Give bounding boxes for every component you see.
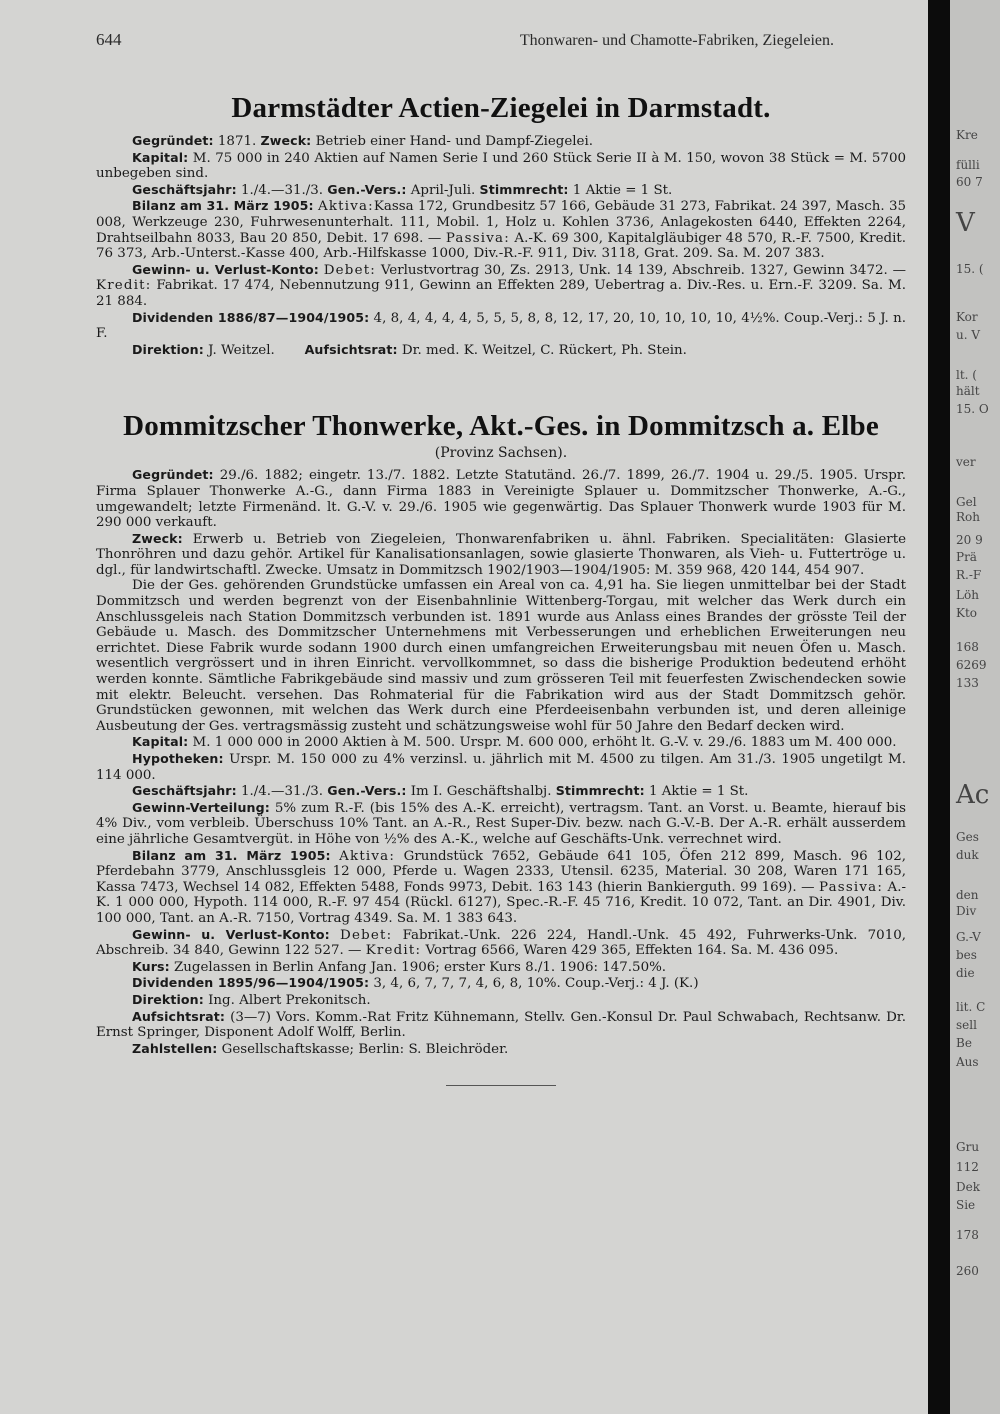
adjacent-fragment: Div: [956, 904, 977, 918]
adjacent-fragment: bes: [956, 948, 977, 962]
adjacent-fragment: duk: [956, 848, 979, 862]
entry2-mortgages: Hypotheken: Urspr. M. 150 000 zu 4% verzinsl. u. jährlich mit M. 4500 zu tilgen. Am 31./3. 1905 ungetilgt M. 114 000.: [96, 751, 906, 783]
entry-dommitzscher: [96, 467, 906, 1057]
adjacent-fragment: Sie: [956, 1198, 976, 1212]
entry2-description: Die der Ges. gehörenden Grundstücke umfassen ein Areal von ca. 4,91 ha. Sie liegen unmittelbar bei der Stadt Dommitzsch und werden begrenzt von der Eisenbahnlinie Wittenberg-Torgau, mit welcher das Werk durch ein Anschlussgeleis nach Station Dommitzsch verbunden ist. 1891 wurde aus Anlass eines Brandes der grösste Teil der Gebäude u. Masch. des Dommitzscher Unternehmens mit Verbesserungen und erheblichen Erweiterungen neu errichtet. Diese Fabrik wurde sodann 1900 durch einen umfangreichen Erweiterungsbau mit neuen Öfen u. Masch. wesentlich vergrössert und in ihren Einricht. vervollkommnet, so dass die bisherige Produktion bedeutend erhöht werden konnte. Sämtliche Fabrikgebäude sind massiv und zum grösseren Teil mit feuerfesten Zwischendecken sowie mit elektr. Beleucht. versehen. Das Rohmaterial für die Fabrikation wird aus der Stadt Dommitzsch gehör. Grundstücken gewonnen, mit welchen das Werk durch eine Pferdeeisenbahn verbunden ist, und deren alleinige Ausbeutung der Ges. vertragsmässig zusteht und schätzungsweise wohl für 50 Jahre den Bedarf decken wird.: [96, 578, 906, 734]
adjacent-fragment: 168: [956, 640, 979, 654]
entry2-profit-distribution: Gewinn-Verteilung: 5% zum R.-F. (bis 15% des A.-K. erreicht), vertragsm. Tant. an Vorst. u. Beamte, hierauf bis 4% Div., vom verbleib. Überschuss 10% Tant. an A.-R., Rest Super-Div. bezw. nach G.-V.-B. Der A.-R. erhält ausserdem eine jährliche Gesamtvergüt. in Höhe von ½% des A.-K., welche auf Geschäfts-Unk. verrechnet wird.: [96, 799, 906, 847]
adjacent-fragment: lt. (: [956, 368, 977, 382]
entry-title-darmstaedter: Darmstädter Actien-Ziegelei in Darmstadt.: [231, 92, 771, 124]
entry2-quotation: Kurs: Zugelassen in Berlin Anfang Jan. 1906; erster Kurs 8./1. 1906: 147.50%.: [132, 958, 667, 975]
entry1-dividends: Dividenden 1886/87—1904/1905: 4, 8, 4, 4, 4, 4, 5, 5, 5, 8, 8, 12, 17, 20, 10, 10, 10, 10, 4½%. Coup.-Verj.: 5 J. n. F.: [96, 309, 906, 342]
adjacent-fragment: den: [956, 888, 979, 902]
adjacent-fragment: 15. O: [956, 402, 989, 416]
adjacent-fragment: Prä: [956, 550, 977, 564]
adjacent-fragment: Gel: [956, 495, 977, 509]
end-rule: [446, 1085, 556, 1086]
adjacent-fragment: 178: [956, 1228, 979, 1242]
book-gutter: [928, 0, 950, 1414]
adjacent-fragment: Löh: [956, 588, 979, 602]
entry1-founded: Gegründet: 1871. Zweck: Betrieb einer Hand- und Dampf-Ziegelei.: [132, 133, 594, 149]
adjacent-fragment: Kto: [956, 606, 978, 620]
adjacent-fragment: 6269: [956, 658, 987, 672]
adjacent-fragment: die: [956, 966, 975, 980]
adjacent-fragment: Aus: [956, 1055, 979, 1069]
entry2-paying-agents: Zahlstellen: Gesellschaftskasse; Berlin: S. Bleichröder.: [132, 1040, 509, 1057]
entry2-capital: Kapital: M. 1 000 000 in 2000 Aktien à M. 500. Urspr. M. 600 000, erhöht lt. G.-V. v. 29./6. 1883 um M. 400 000.: [132, 734, 897, 751]
entry-title-dommitzscher: Dommitzscher Thonwerke, Akt.-Ges. in Dommitzsch a. Elbe: [123, 410, 879, 443]
adjacent-fragment: hält: [956, 384, 980, 398]
adjacent-page-fragment: [950, 0, 1000, 1414]
entry2-profit-loss: Gewinn- u. Verlust-Konto: Debet: Fabrikat.-Unk. 226 224, Handl.-Unk. 45 492, Fuhrwerks-Unk. 7010, Abschreib. 34 840, Gewinn 122 527. — Kredit: Vortrag 6566, Waren 429 365, Effekten 164. Sa. M. 436 095.: [96, 926, 906, 959]
entry-subtitle-province: (Provinz Sachsen).: [434, 445, 568, 462]
entry2-balance: Bilanz am 31. März 1905: Aktiva: Grundstück 7652, Gebäude 641 105, Öfen 212 899, Masch. 96 102, Pferdebahn 3779, Anschlussgleis 12 000, Pferde u. Wagen 2333, Utensil. 6235, Material. 30 208, Waren 171 165, Kassa 7473, Wechsel 14 082, Effekten 5488, Fonds 9973, Debit. 163 143 (hierin Bankierguth. 99 169). — Passiva: A.-K. 1 000 000, Hypoth. 114 000, R.-F. 97 454 (Rückl. 6127), Spec.-R.-F. 45 716, Kredit. 10 072, Tant. an Dir. 4901, Div. 100 000, Tant. an A.-R. 7150, Vortrag 4349. Sa. M. 1 383 643.: [96, 847, 906, 926]
adjacent-fragment: V: [956, 208, 975, 238]
entry-darmstaedter: [96, 133, 906, 358]
adjacent-fragment: Be: [956, 1036, 972, 1050]
page-content: [96, 30, 906, 1086]
adjacent-fragment: Dek: [956, 1180, 980, 1194]
adjacent-fragment: Gru: [956, 1140, 980, 1154]
running-head-title: Thonwaren- und Chamotte-Fabriken, Ziegeleien.: [519, 32, 834, 49]
adjacent-fragment: u. V: [956, 328, 981, 342]
adjacent-fragment: Ges: [956, 830, 979, 844]
entry2-business-year: Geschäftsjahr: 1./4.—31./3. Gen.-Vers.: Im I. Geschäftshalbj. Stimmrecht: 1 Aktie = 1 St.: [132, 783, 749, 800]
entry1-balance: Bilanz am 31. März 1905: Aktiva:Kassa 172, Grundbesitz 57 166, Gebäude 31 273, Fabrikat. 24 397, Masch. 35 008, Werkzeuge 230, Fuhrwesenunterhalt. 111, Mobil. 1, Holz u. Kohlen 3736, Anlagekosten 6440, Effekten 2264, Drahtseilbahn 8033, Bau 20 850, Debit. 17 698. — Passiva: A.-K. 69 300, Kapitalgläubiger 48 570, R.-F. 7500, Kredit. 76 373, Arb.-Unterst.-Kasse 400, Arb.-Hilfskasse 1000, Div.-R.-F. 911, Div. 3118, Grat. 209. Sa. M. 207 383.: [96, 198, 906, 262]
entry2-purpose: Zweck: Erwerb u. Betrieb von Ziegeleien, Thonwarenfabriken u. ähnl. Fabriken. Specialitäten: Glasierte Thonröhren und dazu gehör. Artikel für Kanalisationsanlagen, sowie glasierte Thonwaren, als Vieh- u. Futtertröge u. dgl., für landwirtschaftl. Zwecke. Umsatz in Dommitzsch 1902/1903—1904/1905: M. 359 968, 420 144, 454 907.: [96, 530, 906, 578]
adjacent-fragment: 15. (: [956, 262, 984, 276]
adjacent-fragment: G.-V: [956, 930, 981, 944]
entry2-dividends: Dividenden 1895/96—1904/1905: 3, 4, 6, 7, 7, 7, 4, 6, 8, 10%. Coup.-Verj.: 4 J. (K.): [132, 975, 699, 992]
adjacent-fragment: Kre: [956, 128, 978, 142]
adjacent-fragment: 60 7: [956, 175, 983, 189]
entry2-founded: Gegründet: 29./6. 1882; eingetr. 13./7. 1882. Letzte Statutänd. 26./7. 1899, 26./7. 1904 u. 29./5. 1905. Urspr. Firma Splauer Thonwerke A.-G., dann Firma 1883 in Vereinigte Splauer u. Dommitzscher Thonwerke, A.-G., umgewandelt; letzte Firmenänd. lt. G.-V. v. 29./6. 1905 wie gegenwärtig. Das Splauer Thonwerk wurde 1903 für M. 290 000 verkauft.: [96, 467, 906, 531]
adjacent-fragment: 260: [956, 1264, 979, 1278]
running-head: [96, 30, 836, 50]
entry1-capital: Kapital: M. 75 000 in 240 Aktien auf Namen Serie I und 260 Stück Serie II à M. 150, wovon 38 Stück = M. 5700 unbegeben sind.: [96, 149, 906, 182]
adjacent-fragment: 112: [956, 1160, 979, 1174]
adjacent-fragment: R.-F: [956, 568, 982, 582]
entry2-supervisory-board: Aufsichtsrat: (3—7) Vors. Komm.-Rat Fritz Kühnemann, Stellv. Gen.-Konsul Dr. Paul Schwabach, Rechtsanw. Dr. Ernst Springer, Disponent Adolf Wolff, Berlin.: [96, 1008, 906, 1041]
adjacent-fragment: 133: [956, 676, 979, 690]
adjacent-fragment: Roh: [956, 510, 980, 524]
adjacent-fragment: Kor: [956, 310, 978, 324]
entry2-management: Direktion: Ing. Albert Prekonitsch.: [132, 991, 371, 1008]
adjacent-fragment: sell: [956, 1018, 977, 1032]
adjacent-fragment: fülli: [956, 158, 980, 172]
adjacent-fragment: lit. C: [956, 1000, 986, 1014]
adjacent-fragment: Ac: [956, 780, 990, 810]
entry1-profit-loss: Gewinn- u. Verlust-Konto: Debet: Verlustvortrag 30, Zs. 2913, Unk. 14 139, Abschreib. 1327, Gewinn 3472. — Kredit: Fabrikat. 17 474, Nebennutzung 911, Gewinn an Effekten 289, Uebertrag a. Div.-Res. u. Ern.-F. 3209. Sa. M. 21 884.: [96, 261, 906, 309]
entry1-business-year: Geschäftsjahr: 1./4.—31./3. Gen.-Vers.: April-Juli. Stimmrecht: 1 Aktie = 1 St.: [132, 181, 673, 198]
entry1-board: Direktion: J. Weitzel. Aufsichtsrat: Dr. med. K. Weitzel, C. Rückert, Ph. Stein.: [132, 341, 687, 358]
adjacent-fragment: ver: [956, 455, 976, 469]
page-number: 644: [96, 30, 122, 49]
adjacent-fragment: 20 9: [956, 533, 983, 547]
